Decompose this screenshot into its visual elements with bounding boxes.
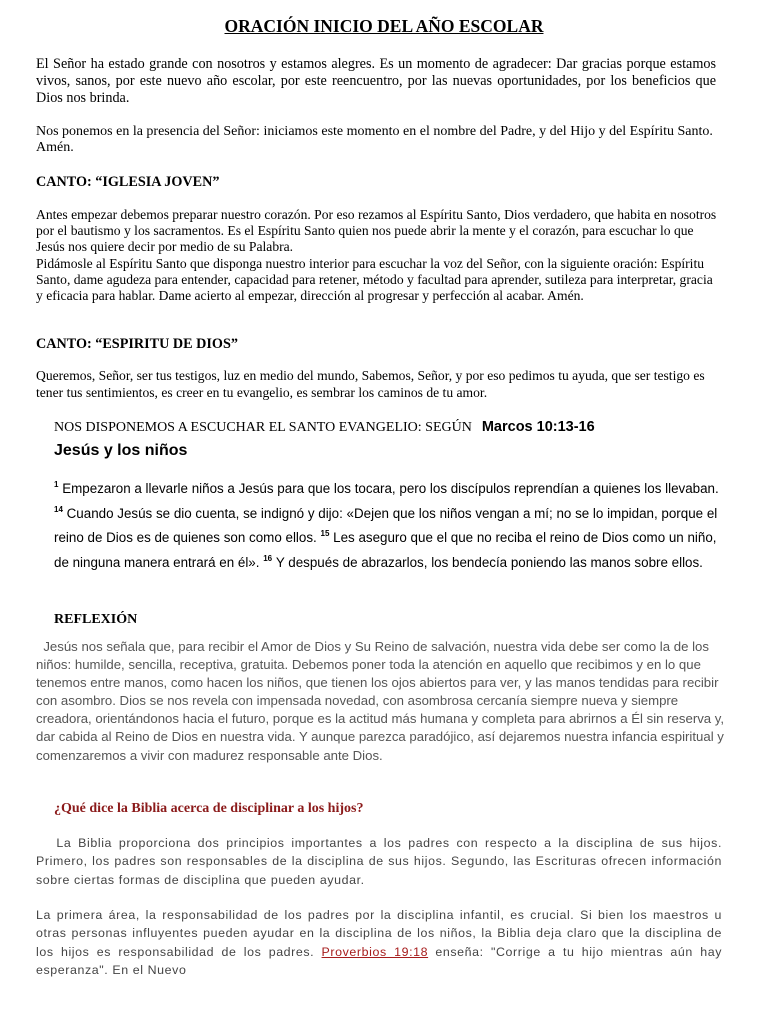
witness-paragraph: Queremos, Señor, ser tus testigos, luz en medio del mundo, Sabemos, Señor, y por eso pedimos tu ayuda, que ser testigo es tener tus sentimientos, es creer en tu evangelio, es sembrar los caminos de tu amor. (36, 368, 705, 400)
bible-paragraph-1-text: La Biblia proporciona dos principios importantes a los padres con respecto a la disciplina de sus hijos. Primero, los padres son responsables de la disciplina de sus hijos. Segundo, las Escrituras ofrecen información sobre ciertas formas de disciplina que pueden ayudar. (36, 836, 722, 887)
proverbs-link[interactable]: Proverbios 19:18 (321, 944, 429, 959)
bible-paragraph-2-text: La primera área, la responsabilidad de los padres por la disciplina infantil, es crucial. Si bien los maestros u otras personas influyentes pueden ayudar en la disciplina de los niños, la Biblia deja claro que la disciplina de los hijos es responsabilidad de los padres. (36, 908, 722, 959)
document-title: ORACIÓN INICIO DEL AÑO ESCOLAR (224, 16, 544, 36)
gospel-heading (54, 419, 595, 436)
verse-number: 1 (54, 480, 59, 489)
prayer-text-paragraph: Pidámosle al Espíritu Santo que disponga nuestro interior para escuchar la voz del Señor, con la siguiente oración: Espíritu Santo, dame agudeza para entender, capacidad para retener, método y facultad para aprender, sutileza para interpretar, gracia y eficacia para hablar. Dame acierto al empezar, dirección al progresar y perfección al acabar. Amén. (36, 255, 713, 304)
verse-number: 16 (263, 553, 273, 563)
prayer-intro-paragraph: Antes empezar debemos preparar nuestro corazón. Por eso rezamos al Espíritu Santo, Dios verdadero, que habita en nosotros por el bautismo y los sacramentos. Es el Espíritu Santo quien nos puede abrir la mente y el corazón, para escuchar lo que Jesús nos quiere decir por medio de su Palabra. (36, 207, 717, 255)
verse-text: Empezaron a llevarle niños a Jesús para que los tocara, pero los discípulos reprendían a quienes los llevaban. (62, 481, 719, 496)
bible-paragraph-2-continuation: enseña: "Corrige a tu hijo mientras aún hay esperanza". En el Nuevo (36, 944, 722, 977)
verse-number: 14 (54, 504, 63, 514)
reflection-heading: REFLEXIÓN (54, 612, 138, 627)
verse-text: Y después de abrazarlos, los bendecía poniendo las manos sobre ellos. (275, 554, 703, 570)
verse-text: Les aseguro que el que no reciba el reino de Dios como un niño, de ninguna manera entrará en él». (54, 530, 717, 570)
bible-paragraph-2 (36, 906, 722, 979)
reflection-text: Jesús nos señala que, para recibir el Amor de Dios y Su Reino de salvación, nuestra vida debe ser como la de los niños: humilde, sencilla, receptiva, gratuita. Debemos poner toda la atención en aquello que recibimos y en lo que tenemos entre manos, como hacen los niños, que tienen los ojos abiertos para ver, y las manos tendidas para recibir con asombro. Dios se nos revela con impensada novedad, con asombrosa cercanía siempre nueva y siempre creadora, orientándonos hacia el futuro, porque es la actitud más humana y completa para abrirnos a Él sin reserva y, dar cabida al Reino de Dios en nuestra vida. Y aunque parezca paradójico, así dejaremos nuestra infancia espiritual y comenzaremos a vivir con madurez responsable ante Dios. (36, 639, 725, 763)
canto-heading-1: CANTO: “IGLESIA JOVEN” (36, 174, 220, 190)
bible-question-heading: ¿Qué dice la Biblia acerca de disciplinar a los hijos? (54, 801, 364, 816)
verse-text: Cuando Jesús se dio cuenta, se indignó y dijo: «Dejen que los niños vengan a mí; no se lo impidan, porque el reino de Dios es de quienes son como ellos. (54, 505, 718, 546)
intro-paragraph: El Señor ha estado grande con nosotros y estamos alegres. Es un momento de agradecer: Dar gracias porque estamos vivos, sanos, por este nuevo año escolar, por este reencuentro, por las nuevas oportunidades, por los beneficios que Dios nos brinda. (36, 56, 716, 106)
canto-heading-2: CANTO: “ESPIRITU DE DIOS” (36, 336, 238, 352)
gospel-title: Jesús y los niños (54, 442, 188, 459)
verse-number: 15 (320, 529, 330, 539)
reflection-paragraph (36, 638, 726, 765)
gospel-heading-text: NOS DISPONEMOS A ESCUCHAR EL SANTO EVANGELIO: SEGÚN (54, 420, 472, 435)
presence-paragraph: Nos ponemos en la presencia del Señor: iniciamos este momento en el nombre del Padre, y del Hijo y del Espíritu Santo. Amén. (36, 124, 713, 155)
prayer-block (36, 207, 722, 304)
gospel-passage (54, 477, 734, 575)
bible-paragraph-1 (36, 834, 722, 889)
gospel-reference: Marcos 10:13-16 (481, 419, 595, 435)
